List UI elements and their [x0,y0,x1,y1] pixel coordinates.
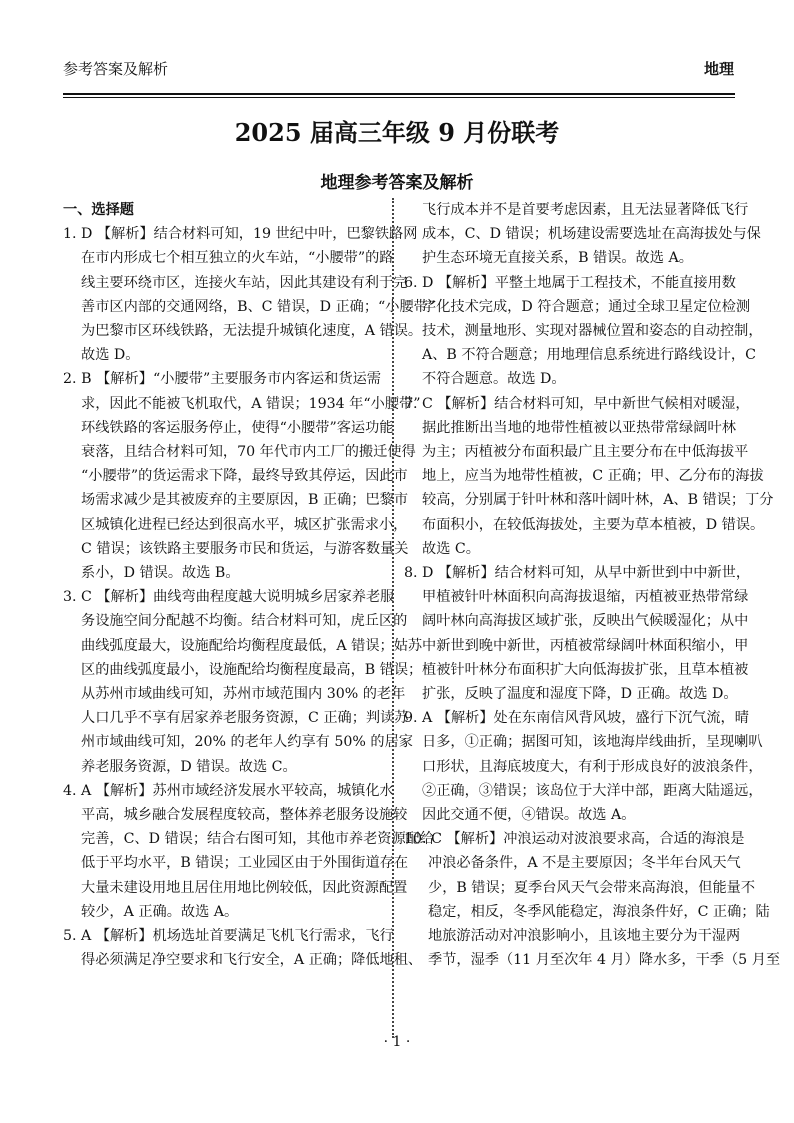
answer-line: 州市域曲线可知，20% 的老年人约享有 50% 的居家 [81,734,413,751]
answer-line: 季节，湿季（11 月至次年 4 月）降水多，干季（5 月至 [428,952,781,969]
answer-line: 冲浪必备条件，A 不是主要原因；冬半年台风天气 [428,855,741,872]
answer-line: 因此交通不便，④错误。故选 A。 [422,807,636,824]
answer-line: 稳定，相反，冬季风能稳定，海浪条件好，C 正确；陆 [428,903,770,920]
answer-line: 故选 D。 [81,347,140,364]
running-header-left: 参考答案及解析 [63,60,169,78]
answer-item [404,392,774,561]
right-column [404,198,781,973]
answer-line: 较高，分别属于针叶林和落叶阔叶林，A、B 错误；丁分 [422,492,774,509]
answer-line: 扩张，反映了温度和湿度下降，D 正确。故选 D。 [422,686,738,703]
answer-line: 少，B 错误；夏季台风天气会带来高海浪，但能量不 [428,879,756,896]
answer-line: A、B 不符合题意；用地理信息系统进行路线设计，C [422,347,756,364]
left-column [63,198,436,973]
answer-line: 低于平均水平，B 错误；工业园区由于外围街道存在 [81,855,409,872]
answer-line: 地旅游活动对冲浪影响小，且该地主要分为干湿两 [428,928,741,945]
answer-item [404,561,751,706]
answer-line-first: 3. C 【解析】曲线弯曲程度越大说明城乡居家养老服 [63,589,395,606]
answer-line: 平高，城乡融合发展程度较高，整体养老服务设施较 [81,807,408,824]
answer-item [404,271,763,392]
answer-line: 故选 C。 [422,540,480,557]
answer-item [404,827,781,972]
answer-line: 衰落，且结合材料可知，70 年代市内工厂的搬迁使得 [81,444,416,461]
answer-line: 为巴黎市区环线铁路，无法提升城镇化速度，A 错误。 [81,323,423,340]
section-heading: 一、选择题 [63,202,134,218]
answer-line: 善市区内部的交通网络，B、C 错误，D 正确；“小腰带” [81,298,436,315]
answer-line: 护生态环境无直接关系，B 错误。故选 A。 [422,250,693,267]
answer-line: 完善，C、D 错误；结合右图可知，其他市养老资源配给 [81,831,435,848]
page-title: 2025 届高三年级 9 月份联考 [234,118,560,147]
answer-line: 曲线弧度最大，设施配给均衡程度最低，A 错误；姑苏 [81,637,423,654]
answer-line: 区的曲线弧度最小，设施配给均衡程度最高，B 错误； [81,661,423,678]
answer-line: 甲植被针叶林面积向高海拔退缩，丙植被亚热带常绿 [422,589,749,606]
answer-item [404,706,763,827]
answer-item [63,222,436,367]
answer-line: 阔叶林向高海拔区域扩张，反映出气候暖湿化；从中 [422,613,749,630]
header-rule-thin [63,97,735,98]
answer-line-first: 8. D 【解析】结合材料可知，从早中新世到中中新世， [404,565,751,582]
answer-line: 为主；丙植被分布面积最广且主要分布在中低海拔平 [422,444,749,461]
answer-line: 日多，①正确；据图可知，该地海岸线曲折，呈现喇叭 [422,734,763,751]
answer-line-first: 10. C 【解析】冲浪运动对波浪要求高，合适的海浪是 [404,831,745,848]
answer-line: 从苏州市域曲线可知，苏州市域范围内 30% 的老年 [81,686,406,703]
answer-line: 养老服务资源，D 错误。故选 C。 [81,758,297,775]
running-header-subject: 地理 [703,60,734,78]
answer-line: 不符合题意。故选 D。 [422,371,566,388]
page-subtitle: 地理参考答案及解析 [320,173,474,193]
answer-line: 较少，A 正确。故选 A。 [81,903,239,920]
answer-item [404,198,761,271]
answer-line: 成本，C、D 错误；机场建设需要选址在高海拔处与保 [422,226,761,243]
answer-line-first: 5. A 【解析】机场选址首要满足飞机飞行需求，飞行 [63,928,394,945]
answer-line: 大量未建设用地且居住用地比例较低，因此资源配置 [81,879,408,896]
answer-line-first: 7. C 【解析】结合材料可知，早中新世气候相对暖湿， [404,395,750,412]
answer-line: 务设施空间分配越不均衡。结合材料可知，虎丘区的 [81,613,408,630]
answer-line: 在市内形成七个相互独立的火车站，“小腰带”的路 [81,250,394,267]
answer-line: 得必须满足净空要求和飞行安全，A 正确；降低地租、 [81,952,423,969]
answer-item [63,367,421,585]
answer-item [63,779,435,924]
answer-line: 环线铁路的客运服务停止，使得“小腰带”客运功能 [81,419,394,436]
answer-line: 口形状，且海底坡度大，有利于形成良好的波浪条件， [422,758,763,775]
answer-item [63,585,423,779]
answer-line: 植被针叶林分布面积扩大向低海拔扩张，且草本植被 [422,661,749,678]
answer-line: 布面积小，在较低海拔处，主要为草本植被，D 错误。 [422,516,765,533]
answer-line: 地上，应当为地带性植被，C 正确；甲、乙分布的海拔 [422,468,764,485]
answer-line: ②正确，③错误；该岛位于大洋中部，距离大陆遥远， [422,782,763,799]
answer-line-first: 6. D 【解析】平整土地属于工程技术，不能直接用数 [404,274,736,291]
answer-line: “小腰带”的货运需求下降，最终导致其停运，因此市 [81,468,408,485]
answer-line-first: 1. D 【解析】结合材料可知，19 世纪中叶，巴黎铁路网 [63,226,418,243]
answer-line: 人口几乎不享有居家养老服务资源，C 正确；判读苏 [81,710,409,727]
answer-line: 字化技术完成，D 符合题意；通过全球卫星定位检测 [422,298,751,315]
answer-line: 技术，测量地形、实现对器械位置和姿态的自动控制， [422,323,763,340]
answer-line-first: 9. A 【解析】处在东南信风背风坡，盛行下沉气流，晴 [404,710,749,727]
answer-line: 中新世到晚中新世，丙植被常绿阔叶林面积缩小，甲 [422,637,749,654]
answer-line: C 错误；该铁路主要服务市民和货运，与游客数量关 [81,540,409,557]
header-rule [63,93,735,95]
answer-line: 区城镇化进程已经达到很高水平，城区扩张需求小， [81,516,408,533]
answer-line-first: 2. B 【解析】“小腰带”主要服务市内客运和货运需 [63,371,381,388]
answer-line: 场需求减少是其被废弃的主要原因，B 正确；巴黎市 [81,492,409,509]
answer-line: 系小，D 错误。故选 B。 [81,565,240,582]
answer-line-first: 4. A 【解析】苏州市域经济发展水平较高，城镇化水 [63,782,394,799]
answer-line: 飞行成本并不是首要考虑因素，且无法显著降低飞行 [422,202,749,218]
column-divider [392,198,394,1038]
answer-line: 线主要环绕市区，连接火车站，因此其建设有利于完 [81,274,408,291]
answer-item [63,924,423,972]
answer-line: 求，因此不能被飞机取代，A 错误；1934 年“小腰带” [81,395,421,412]
answer-line: 据此推断出当地的地带性植被以亚热带常绿阔叶林 [422,419,736,436]
page-number: · 1 · [383,1034,411,1050]
